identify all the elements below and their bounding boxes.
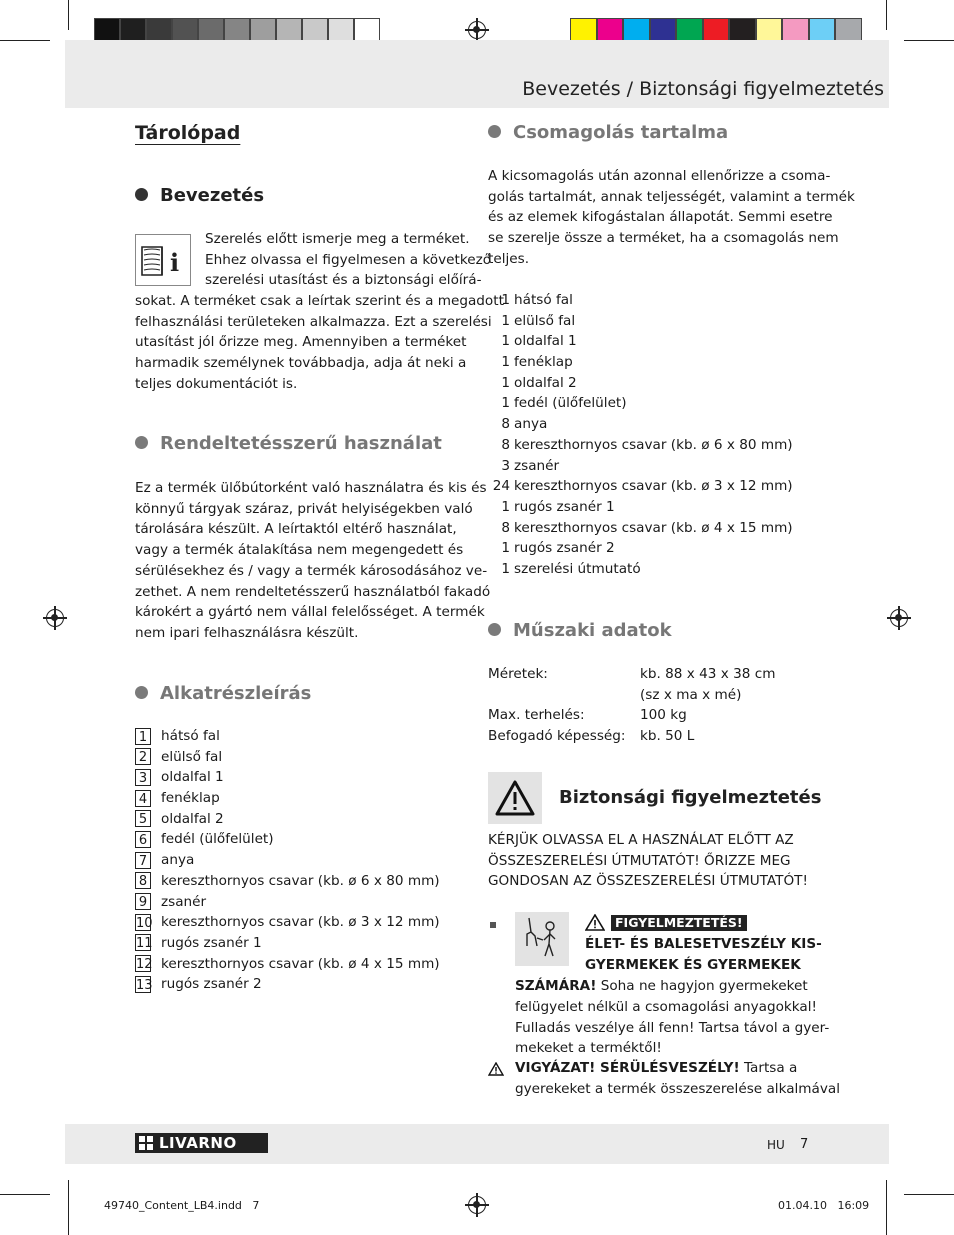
item-quantity: 1 [501, 540, 510, 557]
caution-small-icon [488, 1061, 504, 1080]
gray-swatch [146, 18, 172, 42]
bullet-icon [135, 686, 148, 699]
gray-swatch [224, 18, 250, 42]
spec-row [488, 705, 775, 726]
part-label: oldalfal 1 [161, 769, 224, 786]
part-label: rugós zsanér 2 [161, 976, 262, 993]
page-header-title: Bevezetés / Biztonsági figyelmeztetés [522, 78, 884, 100]
package-heading: Csomagolás tartalma [488, 122, 728, 143]
danger-text-first: SZÁMÁRA! Soha ne hagyjon gyermekeket [515, 978, 808, 994]
intro-text [135, 291, 504, 395]
part-number: 8 [135, 872, 151, 889]
package-list-item [488, 352, 793, 373]
spec-value: 100 kg [640, 707, 687, 724]
item-label: oldalfal 1 [514, 333, 577, 350]
color-swatch [782, 18, 809, 42]
parts-list-item [135, 726, 440, 747]
parts-list-item [135, 871, 440, 892]
text-line: felhasználási területeken alkalmazza. Ezt a szerelési [135, 313, 492, 330]
package-list-item [488, 331, 793, 352]
color-swatch [756, 18, 783, 42]
package-list-item [488, 290, 793, 311]
part-label: kereszthornyos csavar (kb. ø 4 x 15 mm) [161, 955, 440, 972]
crop-mark [68, 0, 69, 30]
registration-mark-icon [468, 21, 486, 39]
package-list-item [488, 373, 793, 394]
safety-caps-text [488, 830, 808, 892]
intro-heading: Bevezetés [135, 185, 264, 206]
gray-swatch [328, 18, 354, 42]
item-quantity: 1 [501, 498, 510, 515]
text-line: zethet. A nem rendeltetésszerű használatból fakadó [135, 583, 491, 600]
product-title: Tárolópad [135, 122, 241, 144]
parts-list-item [135, 954, 440, 975]
text-line: se szerelje össze a terméket, ha a csomagolás nem [488, 230, 839, 247]
parts-list-item [135, 809, 440, 830]
package-contents-list [488, 290, 793, 580]
livarno-logo-mark-icon [139, 1136, 153, 1150]
registration-mark-icon [468, 1196, 486, 1214]
part-number: 11 [136, 936, 153, 952]
part-label: anya [161, 852, 195, 869]
part-label: kereszthornyos csavar (kb. ø 3 x 12 mm) [161, 914, 440, 931]
item-label: oldalfal 2 [514, 374, 577, 391]
parts-list-item [135, 974, 440, 995]
bullet-icon [488, 125, 501, 138]
color-swatch [597, 18, 624, 42]
print-file-info: 49740_Content_LB4.indd 7 [104, 1199, 260, 1212]
package-text [488, 166, 855, 270]
parts-list-item [135, 767, 440, 788]
gray-swatch [94, 18, 120, 42]
item-label: fenéklap [514, 354, 573, 371]
part-label: oldalfal 2 [161, 810, 224, 827]
color-swatch [570, 18, 597, 42]
item-quantity: 8 [501, 436, 510, 453]
item-quantity: 8 [501, 416, 510, 433]
item-quantity: 1 [501, 312, 510, 329]
spec-value: kb. 88 x 43 x 38 cm [640, 666, 776, 682]
text-line: Ez a termék ülőbútorként való használatra és kis és [135, 480, 487, 496]
color-swatch [703, 18, 730, 42]
crop-mark [0, 1194, 50, 1195]
text-line: Fulladás veszélye áll fenn! Tartsa távol a gyer- [515, 1019, 830, 1036]
spec-row [488, 685, 775, 706]
part-number: 3 [135, 769, 151, 786]
text-line: könnyű tárgyak száraz, privát helyiségekben való [135, 500, 473, 517]
color-swatch [809, 18, 836, 42]
package-list-item [488, 414, 793, 435]
svg-text:i: i [170, 248, 180, 277]
part-number: 6 [135, 831, 151, 848]
text-line: golás tartalmát, annak teljességét, valamint a termék [488, 188, 855, 205]
item-quantity: 1 [501, 354, 510, 371]
danger-text [515, 997, 829, 1059]
item-label: zsanér [514, 457, 560, 474]
package-list-item [488, 476, 793, 497]
text-line: teljes. [488, 250, 530, 267]
part-label: zsanér [161, 893, 207, 910]
spec-label: Befogadó képesség: [488, 728, 626, 745]
package-list-item [488, 393, 793, 414]
spec-row [488, 664, 775, 685]
package-list-item [488, 538, 793, 559]
item-quantity: 1 [501, 395, 510, 412]
part-label: elülső fal [161, 748, 223, 765]
warning-triangle-icon [488, 772, 542, 824]
crop-mark [904, 40, 954, 41]
text-line: Ehhez olvassa el figyelmesen a következő [205, 251, 492, 268]
text-line: A kicsomagolás után azonnal ellenőrizze a csoma- [488, 168, 831, 184]
package-list-item [488, 311, 793, 332]
text-line: és az elemek kifogástalan állapotát. Semmi esetre [488, 209, 833, 226]
item-quantity: 1 [501, 292, 510, 308]
spec-label: Max. terhelés: [488, 707, 585, 724]
item-label: rugós zsanér 1 [514, 498, 615, 515]
text-line: tárolására készült. A leírtaktól eltérő használat, [135, 521, 457, 538]
item-label: kereszthornyos csavar (kb. ø 3 x 12 mm) [514, 478, 793, 495]
bullet-icon [488, 623, 501, 636]
safety-heading: Biztonsági figyelmeztetés [559, 787, 822, 808]
danger-heading [585, 934, 822, 975]
text-line: szerelési utasítást és a biztonsági előírá- [205, 272, 482, 289]
info-book-icon [135, 234, 191, 286]
crop-mark [886, 1180, 887, 1235]
warning-label: FIGYELMEZTETÉS! [611, 915, 747, 931]
parts-list-item [135, 892, 440, 913]
usage-heading: Rendeltetésszerű használat [135, 433, 442, 454]
package-list-item [488, 518, 793, 539]
parts-list-item [135, 933, 440, 954]
gray-swatch [354, 18, 380, 42]
item-label: kereszthornyos csavar (kb. ø 6 x 80 mm) [514, 436, 793, 453]
part-number: 10 [136, 915, 153, 931]
spec-row [488, 726, 775, 747]
part-number: 13 [136, 977, 153, 993]
item-label: fedél (ülőfelület) [514, 395, 627, 412]
language-code: HU [767, 1138, 785, 1152]
color-swatch [729, 18, 756, 42]
square-bullet-icon [490, 922, 496, 928]
item-label: szerelési útmutató [514, 560, 641, 577]
text-line: vagy a termék átalakítása nem megengedett és [135, 542, 464, 559]
registration-mark-icon [46, 609, 64, 627]
spec-value: (sz x ma x mé) [640, 686, 742, 703]
color-swatch [835, 18, 862, 42]
livarno-logo-text: LIVARNO [159, 1134, 237, 1152]
text-line: nem ipari felhasználásra készült. [135, 624, 359, 641]
part-number: 7 [135, 852, 151, 869]
part-label: kereszthornyos csavar (kb. ø 6 x 80 mm) [161, 872, 440, 889]
item-quantity: 8 [501, 519, 510, 536]
parts-heading: Alkatrészleírás [135, 683, 311, 704]
text-line: felügyelet nélkül a csomagolási anyagokkal! [515, 999, 817, 1015]
parts-list-item [135, 788, 440, 809]
text-line: sokat. A terméket csak a leírtak szerint és a megadott [135, 293, 504, 309]
bullet-icon [135, 188, 148, 201]
bullet-icon [135, 436, 148, 449]
package-list-item [488, 559, 793, 580]
parts-list-item [135, 747, 440, 768]
parts-list-item [135, 829, 440, 850]
part-number: 9 [135, 893, 151, 910]
gray-swatch [250, 18, 276, 42]
registration-mark-icon [890, 609, 908, 627]
item-quantity: 1 [501, 560, 510, 577]
item-quantity: 1 [501, 374, 510, 391]
text-line: Szerelés előtt ismerje meg a terméket. [205, 231, 470, 247]
caution-text-first: VIGYÁZAT! SÉRÜLÉSVESZÉLY! Tartsa a [515, 1060, 798, 1076]
text-line: ÉLET- ÉS BALESETVESZÉLY KIS- [585, 936, 822, 952]
package-list-item [488, 456, 793, 477]
parts-list-item [135, 912, 440, 933]
text-line: károkért a gyártó nem vállal felelősséget. A termék [135, 604, 485, 621]
crop-mark [68, 1180, 69, 1235]
specs-table [488, 664, 775, 747]
print-date: 01.04.10 16:09 [778, 1199, 870, 1212]
warning-label-row [585, 914, 747, 931]
gray-swatch [276, 18, 302, 42]
package-list-item [488, 497, 793, 518]
text-line: KÉRJÜK OLVASSA EL A HASZNÁLAT ELŐTT AZ [488, 832, 794, 848]
gray-swatch [302, 18, 328, 42]
warning-small-icon [585, 914, 605, 931]
parts-list-item [135, 850, 440, 871]
caution-text: gyerekeket a termék összeszerelése alkalmával [515, 1081, 841, 1097]
item-quantity: 3 [501, 457, 510, 474]
crop-mark [886, 0, 887, 30]
text-line: harmadik személynek továbbadja, adja át neki a [135, 355, 467, 372]
part-number: 2 [135, 748, 151, 765]
text-line: ÖSSZESZERELÉSI ÚTMUTATÓT! ŐRIZZE MEG [488, 852, 791, 869]
text-line: utasítást jól őrizze meg. Amennyiben a terméket [135, 334, 467, 351]
text-line: GYERMEKEK ÉS GYERMEKEK [585, 956, 801, 973]
gray-swatch [198, 18, 224, 42]
part-number: 1 [135, 728, 151, 745]
color-swatch [623, 18, 650, 42]
item-label: anya [514, 416, 548, 433]
child-pictogram-icon [515, 912, 569, 966]
text-line: teljes dokumentációt is. [135, 375, 298, 392]
item-label: hátsó fal [514, 292, 573, 308]
livarno-logo [135, 1133, 268, 1153]
parts-list [135, 726, 440, 995]
specs-heading: Műszaki adatok [488, 620, 672, 641]
text-line: GONDOSAN AZ ÖSSZESZERELÉSI ÚTMUTATÓT! [488, 873, 808, 890]
part-label: hátsó fal [161, 728, 220, 744]
intro-text-indented [205, 229, 491, 291]
package-list-item [488, 435, 793, 456]
part-number: 5 [135, 810, 151, 827]
part-number: 12 [136, 957, 153, 973]
item-label: elülső fal [514, 312, 576, 329]
part-label: rugós zsanér 1 [161, 934, 262, 951]
part-number: 4 [135, 790, 151, 807]
spec-label [488, 685, 640, 706]
color-swatch [650, 18, 677, 42]
text-line: mekeket a terméktől! [515, 1040, 662, 1057]
spec-label: Méretek: [488, 666, 548, 682]
item-label: rugós zsanér 2 [514, 540, 615, 557]
spec-value: kb. 50 L [640, 728, 695, 745]
crop-mark [0, 40, 50, 41]
item-label: kereszthornyos csavar (kb. ø 4 x 15 mm) [514, 519, 793, 536]
part-label: fenéklap [161, 790, 220, 807]
crop-mark [904, 1194, 954, 1195]
item-quantity: 1 [501, 333, 510, 350]
page-number: 7 [800, 1137, 809, 1152]
part-label: fedél (ülőfelület) [161, 831, 274, 848]
usage-text [135, 478, 490, 644]
gray-swatch [120, 18, 146, 42]
color-swatch [676, 18, 703, 42]
item-quantity: 24 [492, 478, 510, 495]
gray-swatch [172, 18, 198, 42]
text-line: sérülésekhez és / vagy a termék károsodásához ve- [135, 562, 488, 579]
